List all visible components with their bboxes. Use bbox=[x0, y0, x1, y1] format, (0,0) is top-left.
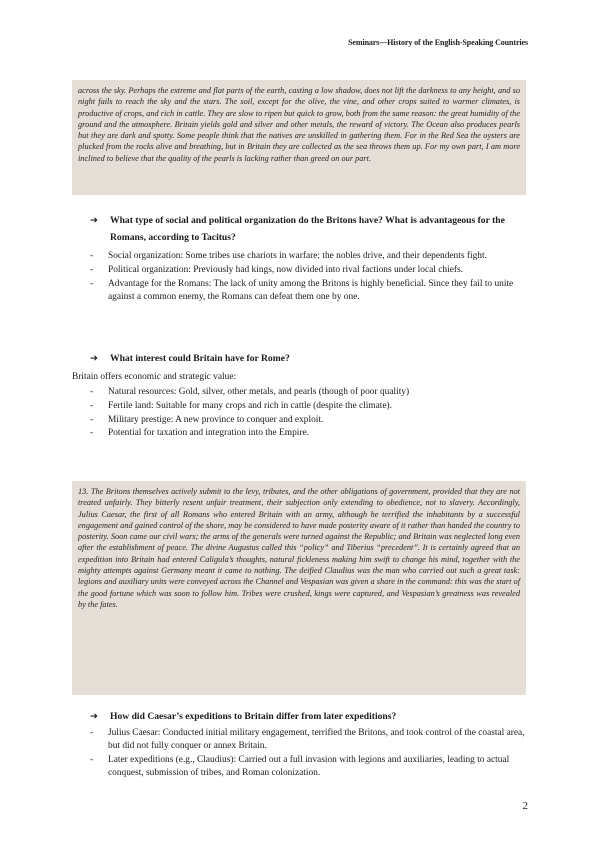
arrow-icon: ➔ bbox=[90, 353, 99, 364]
question-2-text: What interest could Britain have for Rome? bbox=[110, 353, 290, 364]
running-header: Seminars—History of the English-Speaking Countries bbox=[348, 38, 528, 47]
page-number: 2 bbox=[522, 800, 528, 812]
question-3-text: How did Caesar’s expeditions to Britain differ from later expeditions? bbox=[110, 711, 397, 722]
bullet-dash: - bbox=[90, 264, 94, 275]
answer-list-3 bbox=[90, 727, 530, 781]
list-item: - Fertile land: Suitable for many crops and rich in cattle (despite the climate). bbox=[90, 400, 530, 413]
list-item: - Later expeditions (e.g., Claudius): Carried out a full invasion with legions and auxiliaries, leading to actual conquest, submission of tribes, and Roman colonization. bbox=[90, 755, 510, 779]
bullet-dash: - bbox=[90, 728, 94, 738]
question-1-text: What type of social and political organization do the Britons have? What is advantageous for the Romans, according to Tacitus? bbox=[110, 215, 505, 243]
answer-intro: Britain offers economic and strategic value: bbox=[72, 372, 237, 382]
answer-list-1 bbox=[90, 250, 530, 305]
list-item: - Natural resources: Gold, silver, other metals, and pearls (though of poor quality) bbox=[90, 386, 530, 399]
quote-block-tacitus-13: 13. The Britons themselves actively submit to the levy, tributes, and the other obligations of government, provided that they are not treated unfairly. They bitterly resent unfair treatment, their subjection only extending to obedience, not to slavery. Accordingly, Julius Caesar, the first of all Romans who entered Britain with an army, although he terrified the inhabitants by a successful engagement and gained control of the shore, may be considered to have made posterity aware of it rather than handed the country to posterity. Soon came our civil wars; the arms of the generals were turned against the Republic; and Britain was neglected long even after the establishment of peace. The divine Augustus called this “policy” and Tiberius “precedent”. It is certainly agreed that an expedition into Britain had entered Caligula’s thoughts, natural fickleness making him swift to change his mind, together with the mighty attempts against Germany meant it came to nothing. The deified Claudius was the man who carried out such a great task: legions and auxiliary units were conveyed across the Channel and Vespasian was given a share in the command: this was the start of the good fortune which was soon to follow him. Tribes were crushed, kings were captured, and Vespasian’s greatness was revealed by the fates. bbox=[72, 481, 526, 695]
list-item: - Advantage for the Romans: The lack of unity among the Britons is highly beneficial. Since they fail to unite against a common enemy, the Romans can defeat them one by one. bbox=[90, 278, 514, 302]
list-item: - Political organization: Previously had kings, now divided into rival factions under local chiefs. bbox=[90, 264, 530, 277]
list-item: - Julius Caesar: Conducted initial military engagement, terrified the Britons, and took control of the coastal area, but did not fully conquer or annex Britain. bbox=[90, 728, 525, 752]
answer-list-2 bbox=[90, 386, 530, 441]
list-item: - Potential for taxation and integration into the Empire. bbox=[90, 427, 530, 440]
arrow-icon: ➔ bbox=[90, 215, 99, 226]
bullet-dash: - bbox=[90, 400, 94, 411]
question-1 bbox=[90, 212, 520, 246]
bullet-dash: - bbox=[90, 414, 94, 425]
arrow-icon: ➔ bbox=[90, 711, 99, 722]
bullet-dash: - bbox=[90, 251, 94, 261]
bullet-dash: - bbox=[90, 278, 94, 289]
bullet-dash: - bbox=[90, 755, 94, 766]
list-item: - Social organization: Some tribes use chariots in warfare; the nobles drive, and their dependents fight. bbox=[90, 250, 530, 263]
bullet-dash: - bbox=[90, 428, 94, 439]
question-3 bbox=[90, 708, 520, 725]
list-item: - Military prestige: A new province to conquer and exploit. bbox=[90, 414, 530, 427]
question-2 bbox=[90, 350, 520, 367]
bullet-dash: - bbox=[90, 387, 94, 397]
quote-block-tacitus-12: across the sky. Perhaps the extreme and flat parts of the earth, casting a low shadow, does not lift the darkness to any height, and so night fails to reach the sky and the stars. The soil, except for the olive, the vine, and other crops suited to warmer climates, is productive of crops, and rich in cattle. They are slow to ripen but quick to grow, both from the same reason: the great humidity of the ground and the atmosphere. Britain yields gold and silver and other metals, the reward of victory. The Ocean also produces pearls but they are dark and spotty. Some people think that the natives are unskilled in gathering them. For in the Red Sea the oysters are plucked from the rocks alive and breathing, but in Britain they are collected as the sea throws them up. For my own part, I am more inclined to believe that the quality of the pearls is lacking rather than greed on our part. bbox=[72, 80, 526, 195]
